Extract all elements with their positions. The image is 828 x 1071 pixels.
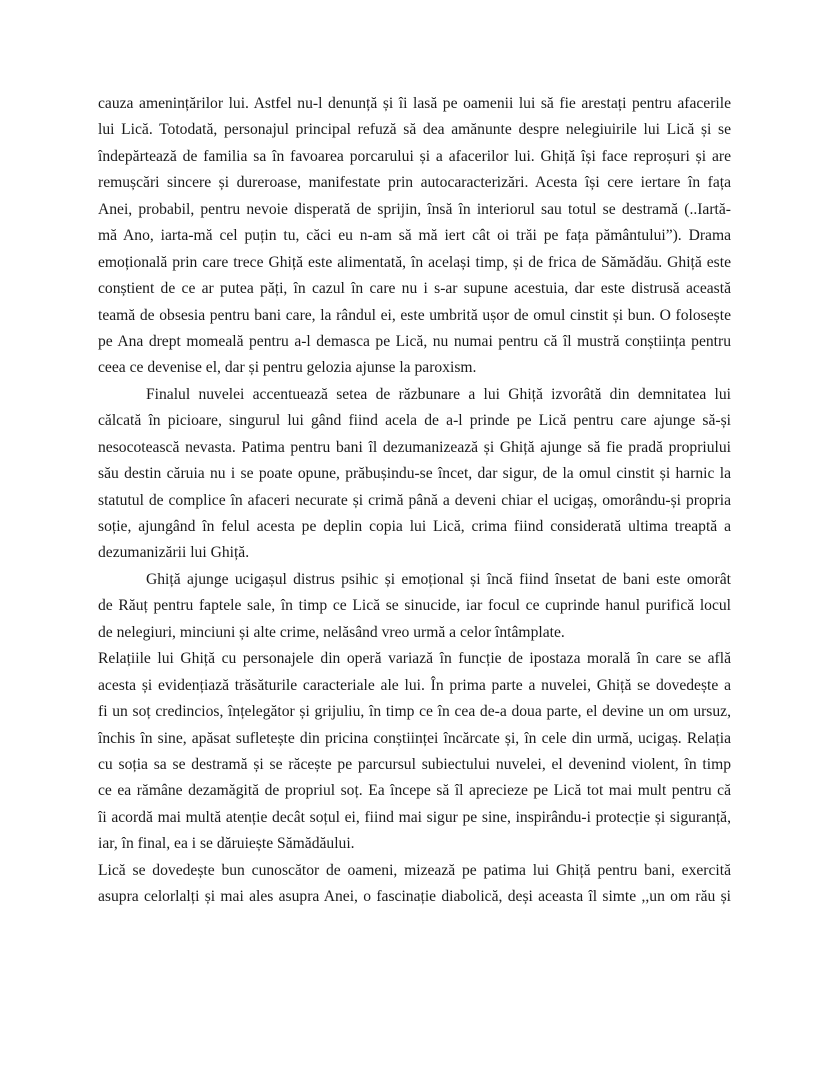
text-line: nesocotească nevasta. Patima pentru bani îl dezumanizează și Ghiță ajunge să fie pradă propriului	[98, 438, 731, 456]
text-line: său destin căruia nu i se poate opune, prăbușindu-se încet, dar sigur, de la omul cinstit și harnic la	[98, 465, 731, 483]
text-line: cauza amenințărilor lui. Astfel nu-l denunță și îi lasă pe oamenii lui să fie arestați pentru afacerile	[98, 95, 731, 112]
text-line: fi un soț credincios, înțelegător și grijuliu, în timp ce în cea de-a doua parte, el devine un om ursuz,	[98, 703, 731, 721]
text-line: emoțională prin care trece Ghiță este alimentată, în același timp, și de frica de Sămădău. Ghiță este	[98, 253, 731, 271]
text-line: Finalul nuvelei accentuează setea de răzbunare a lui Ghiță izvorâtă din demnitatea lui	[146, 385, 731, 403]
text-line: Anei, probabil, pentru nevoie disperată de sprijin, însă în interiorul sau totul se destramă (..Iartă-	[98, 200, 731, 218]
text-line: ce ea rămâne dezamăgită de propriul soț. Ea începe să îl aprecieze pe Lică tot mai mult pentru că	[98, 782, 731, 800]
text-line: Ghiță ajunge ucigașul distrus psihic și emoțional și încă fiind însetat de bani este omorât	[146, 570, 731, 588]
text-line: soție, ajungând în felul acesta pe deplin copia lui Lică, crima fiind considerată ultima treaptă a	[98, 518, 731, 535]
text-line: îndepărtează de familia sa în favoarea porcarului și a afacerilor lui. Ghiță își face reproșuri și are	[98, 147, 731, 165]
text-line: asupra celorlalți și mai ales asupra Anei, o fascinație diabolică, deși aceasta îl simte ,,un om rău și	[98, 888, 731, 906]
text-line: iar, în final, ea i se dăruiește Sămădăului.	[98, 835, 355, 853]
text-line: de Răuț pentru faptele sale, în timp ce Lică se sinucide, iar focul ce cuprinde hanul purifică locul	[98, 597, 731, 615]
text-line: statutul de complice în afaceri necurate și crimă până a deveni chiar el ucigaș, omorându-și propria	[98, 491, 731, 509]
text-line: teamă de obsesia pentru bani care, la rândul ei, este umbrită ușor de omul cinstit și bun. O folosește	[98, 306, 731, 324]
text-line: Relațiile lui Ghiță cu personajele din operă variază în funcție de ipostaza morală în care se află	[98, 650, 731, 668]
text-line: acesta și evidențiază trăsăturile caracteriale ale lui. În prima parte a nuvelei, Ghiță se dovedește a	[98, 676, 731, 694]
text-line: Lică se dovedește bun cunoscător de oameni, mizează pe patima lui Ghiță pentru bani, exercită	[98, 861, 731, 879]
text-line: îi acordă mai multă atenție decât soțul ei, fiind mai sigur pe sine, inspirându-i protecție și siguranță,	[98, 808, 731, 826]
body-text	[98, 91, 731, 911]
text-line: pe Ana drept momeală pentru a-l demasca pe Lică, nu numai pentru că îl mustră conștiința pentru	[98, 332, 731, 350]
text-line: lui Lică. Totodată, personajul principal refuză să dea amănunte despre nelegiuirile lui Lică și se	[98, 121, 731, 139]
text-line: remușcări sincere și dureroase, manifestate prin autocaracterizări. Acesta își cere iertare în fața	[98, 174, 731, 192]
text-line: călcată în picioare, singurul lui gând fiind acela de a-l prinde pe Lică pentru care ajunge să-și	[98, 412, 731, 430]
text-line: cu soția sa se destramă și se răcește pe parcursul subiectului nuvelei, el devenind violent, în timp	[98, 755, 731, 773]
text-line: închis în sine, apăsat sufletește din pricina conștiinței încărcate și, în cele din urmă, ucigaș. Relația	[98, 729, 731, 747]
text-line: dezumanizării lui Ghiță.	[98, 544, 250, 562]
text-line: conștient de ce ar putea păți, în cazul în care nu i s-ar supune acestuia, dar este distrusă această	[98, 280, 731, 298]
text-line: de nelegiuri, minciuni și alte crime, nelăsând vreo urmă a celor întâmplate.	[98, 623, 565, 641]
text-line: mă Ano, iarta-mă cel puțin tu, căci eu n-am să mă iert cât oi trăi pe fața pământului”). Drama	[98, 227, 731, 245]
text-line: ceea ce devenise el, dar și pentru gelozia ajunse la paroxism.	[98, 359, 477, 377]
